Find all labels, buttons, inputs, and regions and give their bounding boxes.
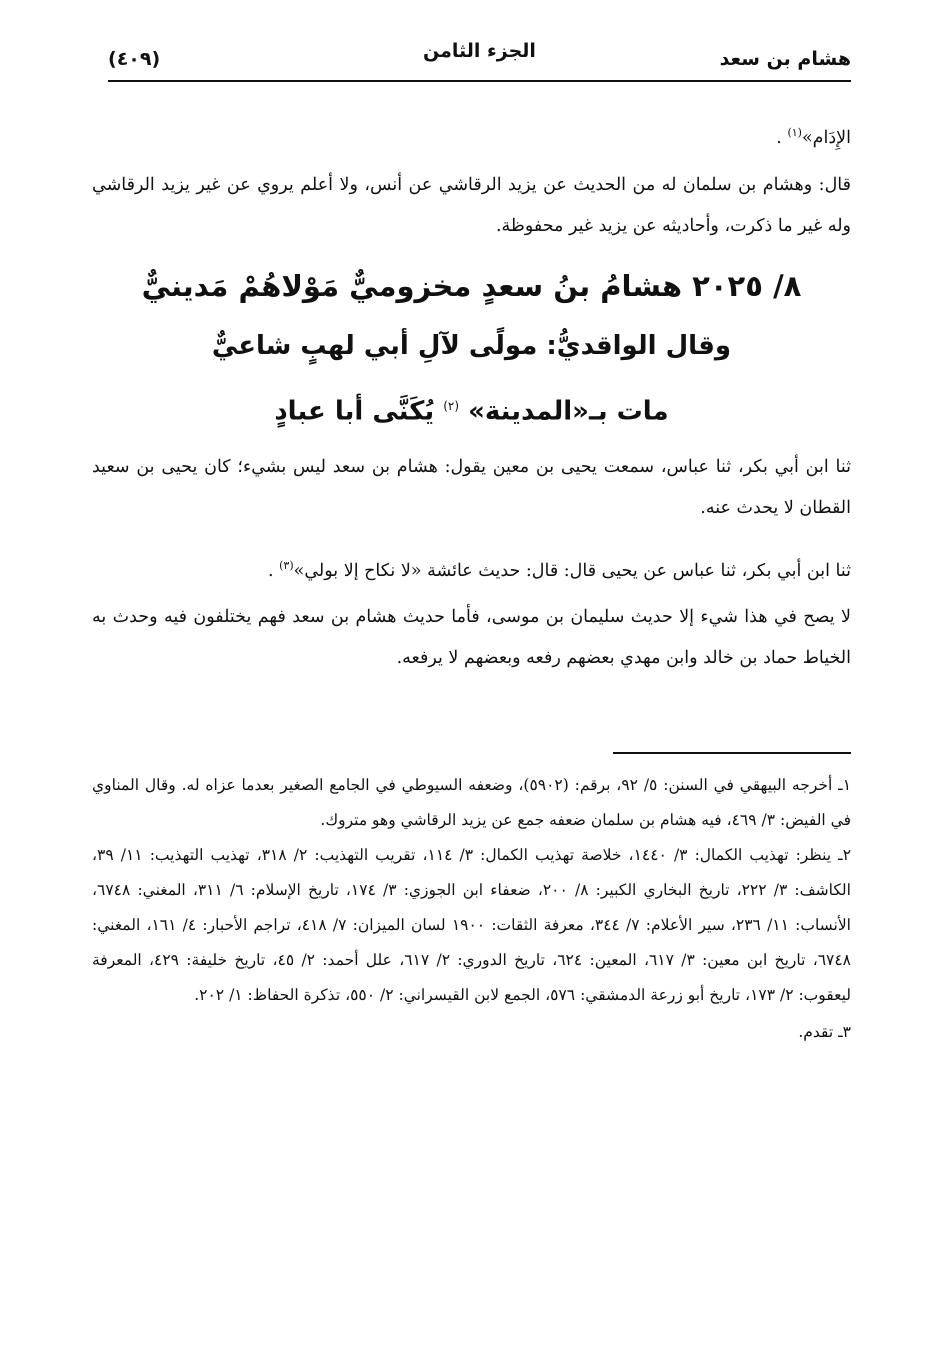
idam-tail: . [776, 127, 788, 148]
footnote-text: أخرجه البيهقي في السنن: ٥/ ٩٢، برقم: (٥٩٠٢)، وضعفه السيوطي في الجامع الصغير بعدما عزاه له. وقال المناوي في الفيض: ٣/ ٤٦٩، فيه هشام بن سلمان ضعفه جمع عن يزيد الرقاشي وهو متروك. [92, 776, 851, 829]
entry-line-2: وقال الواقديُّ: مولًى لآلِ أبي لهبٍ شاعيٌّ [211, 331, 732, 361]
idam-text: الإِدَام» [801, 127, 851, 148]
thana1-paragraph: ثنا ابن أبي بكر، ثنا عباس، سمعت يحيى بن معين يقول: هشام بن سعد ليس بشيء؛ كان يحيى بن سعيد القطان لا يحدث عنه. [92, 457, 851, 518]
footnote-ref-3: (٣) [279, 559, 294, 572]
biography-entry-heading [92, 256, 851, 442]
footnote-number: ٣ـ [838, 1023, 851, 1041]
footnote-number: ٢ـ [838, 846, 852, 864]
entry-line-3 [92, 376, 851, 442]
thana2-paragraph [92, 545, 851, 592]
footnotes [92, 768, 851, 1050]
thana2-tail: . [267, 560, 280, 581]
thana2-text: ثنا ابن أبي بكر، ثنا عباس عن يحيى قال: قال: حديث عائشة «لا نكاح إلا بولي» [293, 560, 851, 581]
footnote-3 [92, 1015, 851, 1050]
qala-paragraph: قال: وهشام بن سلمان له من الحديث عن يزيد الرقاشي عن أنس، ولا أعلم يروي عن غير يزيد الرقاشي وله غير ما ذكرت، وأحاديثه عن يزيد غير محفوظة. [92, 175, 851, 236]
footnote-separator [613, 752, 851, 754]
running-title: هشام بن سعد [719, 48, 851, 70]
header-rule [108, 80, 851, 82]
entry-line-1: ٨/ ٢٠٢٥ هشامُ بنُ سعدٍ مخزوميٌّ مَوْلاهُمْ مَدينيٌّ [141, 269, 802, 303]
volume-title: الجزء الثامن [423, 40, 536, 62]
footnote-ref-2: (٢) [443, 399, 460, 413]
footnote-1 [92, 768, 851, 838]
layasih-paragraph: لا يصح في هذا شيء إلا حديث سليمان بن موسى، فأما حديث هشام بن سعد فهم يختلفون فيه وحدث به الخياط حماد بن خالد وابن مهدي بعضهم رفعه وبعضهم لا يرفعه. [92, 607, 851, 668]
footnote-ref-1: (١) [787, 126, 802, 139]
idam-line [92, 112, 851, 159]
footnote-text: تقدم. [798, 1023, 834, 1041]
footnote-text: ينظر: تهذيب الكمال: ٣/ ١٤٤٠، خلاصة تهذيب الكمال: ٣/ ١١٤، تقريب التهذيب: ٢/ ٣١٨، تهذيب التهذيب: ١١/ ٣٩، الكاشف: ٣/ ٢٢٢، تاريخ البخاري الكبير: ٨/ ٢٠٠، ضعفاء ابن الجوزي: ٣/ ١٧٤، تاريخ الإسلام: ٦/ ٣١١، المغني: ٦٧٤٨، الأنساب: ١١/ ٢٣٦، سير الأعلام: ٧/ ٣٤٤، معرفة الثقات: ١٩٠٠ لسان الميزان: ٧/ ٤١٨، تراجم الأحبار: ٤/ ١٦١، المغني: ٦٧٤٨، تاريخ ابن معين: ٣/ ٦١٧، المعين: ٦٢٤، تاريخ الدوري: ٢/ ٦١٧، علل أحمد: ٢/ ٤٥، تاريخ خليفة: ٤٢٩، المعرفة ليعقوب: ٢/ ١٧٣، تاريخ أبو زرعة الدمشقي: ٥٧٦، الجمع لابن القيسراني: ٢/ ٥٥٠، تذكرة الحفاظ: ١/ ٢٠٢. [92, 846, 852, 1004]
entry-line-3-b: يُكَنَّى أبا عبادٍ [274, 396, 435, 427]
footnote-2 [92, 838, 851, 1013]
footnote-number: ١ـ [838, 776, 852, 794]
page-number: (٤٠٩) [108, 48, 161, 70]
entry-line-3-a: مات بـ«المدينة» [468, 396, 669, 427]
page-header [108, 38, 851, 82]
